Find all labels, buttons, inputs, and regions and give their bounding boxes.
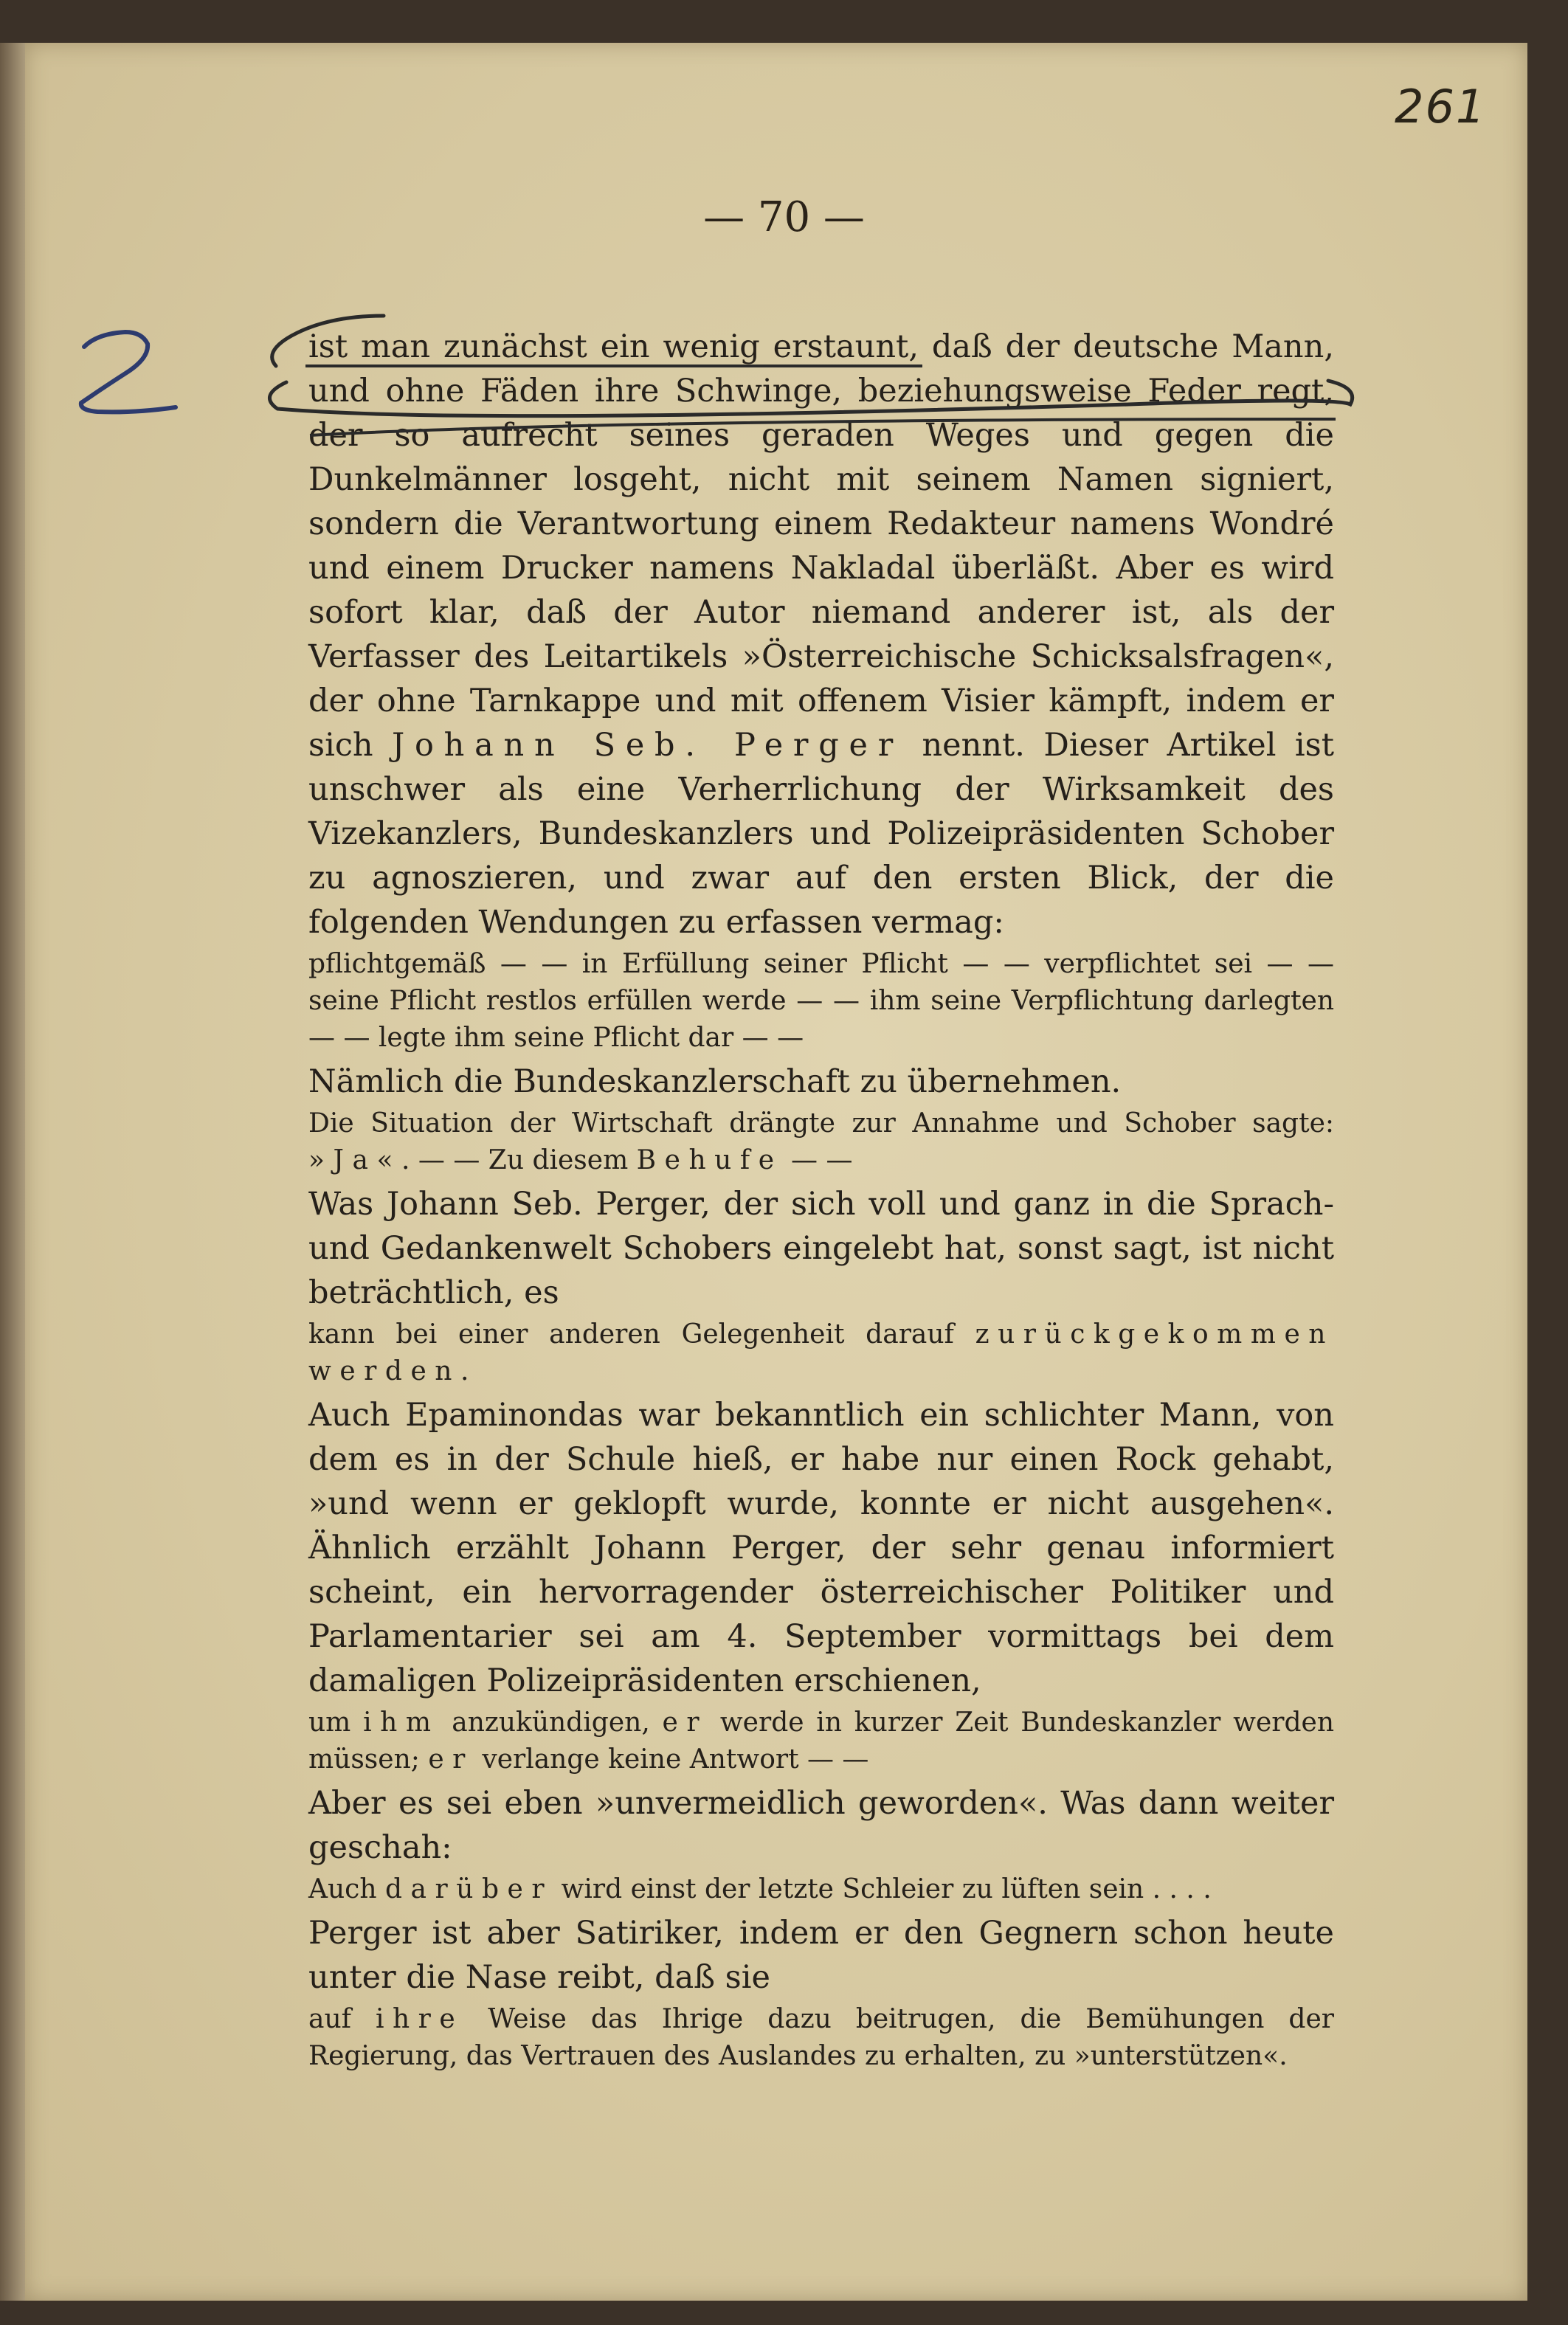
- paragraph: Auch Epaminondas war bekanntlich ein schlichter Mann, von dem es in der Schule hieß, er habe nur einen Rock gehabt, »und wenn er geklopft wurde, konnte er nicht ausgehen«. Ähnlich erzählt Johann Perger, der sehr genau informiert scheint, ein hervorragender österreichischer Politiker und Parlamentarier sei am 4. September vormittags bei dem damaligen Polizeipräsidenten erschienen,: [308, 1397, 1334, 1699]
- paragraph: Was Johann Seb. Perger, der sich voll und ganz in die Sprach- und Gedankenwelt Schobers eingelebt hat, sonst sagt, ist nicht beträchtlich, es: [308, 1186, 1334, 1311]
- quoted-passage: um ihm anzukündigen, er werde in kurzer Zeit Bundeskanzler werden müssen; er verlange keine Antwort — —: [308, 1707, 1335, 1775]
- paragraph: Nämlich die Bundeskanzlerschaft zu übernehmen.: [308, 1063, 1122, 1100]
- quoted-passage: Auch darüber wird einst der letzte Schleier zu lüften sein . . . .: [308, 1874, 1212, 1904]
- quoted-passage: Die Situation der Wirtschaft drängte zur Annahme und Schober sagte: »Ja«. — — Zu diesem Behufe — —: [308, 1108, 1334, 1175]
- handwritten-folio-number: 261: [1395, 80, 1487, 134]
- page-number: — 70 —: [703, 193, 865, 241]
- handwritten-margin-mark-icon: [68, 325, 186, 428]
- paragraph: Aber es sei eben »unvermeidlich geworden«. Was dann weiter geschah:: [308, 1785, 1334, 1866]
- paragraph: ist man zunächst ein wenig erstaunt, daß der deutsche Mann, und ohne Fäden ihre Schwinge, beziehungsweise Feder regt, der so aufrecht seines geraden Weges und gegen die Dunkelmänner losgeht, nicht mit seinem Namen signiert, sondern die Verantwortung einem Redakteur namens Wondré und einem Drucker namens Nakladal überläßt. Aber es wird sofort klar, daß der Autor niemand anderer ist, als der Verfasser des Leitartikels »Österreichische Schicksalsfragen«, der ohne Tarnkappe und mit offenem Visier kämpft, indem er sich Johann Seb. Perger nennt. Dieser Artikel ist unschwer als eine Verherrlichung der Wirksamkeit des Vizekanzlers, Bundeskanzlers und Polizeipräsidenten Schober zu agnoszieren, und zwar auf den ersten Blick, der die folgenden Wendungen zu erfassen vermag:: [308, 328, 1334, 941]
- quoted-passage: pflichtgemäß — — in Erfüllung seiner Pflicht — — verpflichtet sei — — seine Pflicht restlos erfüllen werde — — ihm seine Verpflichtung darlegten — — legte ihm seine Pflicht dar — —: [308, 949, 1334, 1053]
- body-text: [308, 325, 1334, 2078]
- quoted-passage: kann bei einer anderen Gelegenheit darauf zurückgekommen werden.: [308, 1319, 1334, 1386]
- quoted-passage: auf ihre Weise das Ihrige dazu beitrugen, die Bemühungen der Regierung, das Vertrauen des Auslandes zu erhalten, zu »unterstützen«.: [308, 2004, 1334, 2071]
- paragraph: Perger ist aber Satiriker, indem er den Gegnern schon heute unter die Nase reibt, daß sie: [308, 1915, 1334, 1996]
